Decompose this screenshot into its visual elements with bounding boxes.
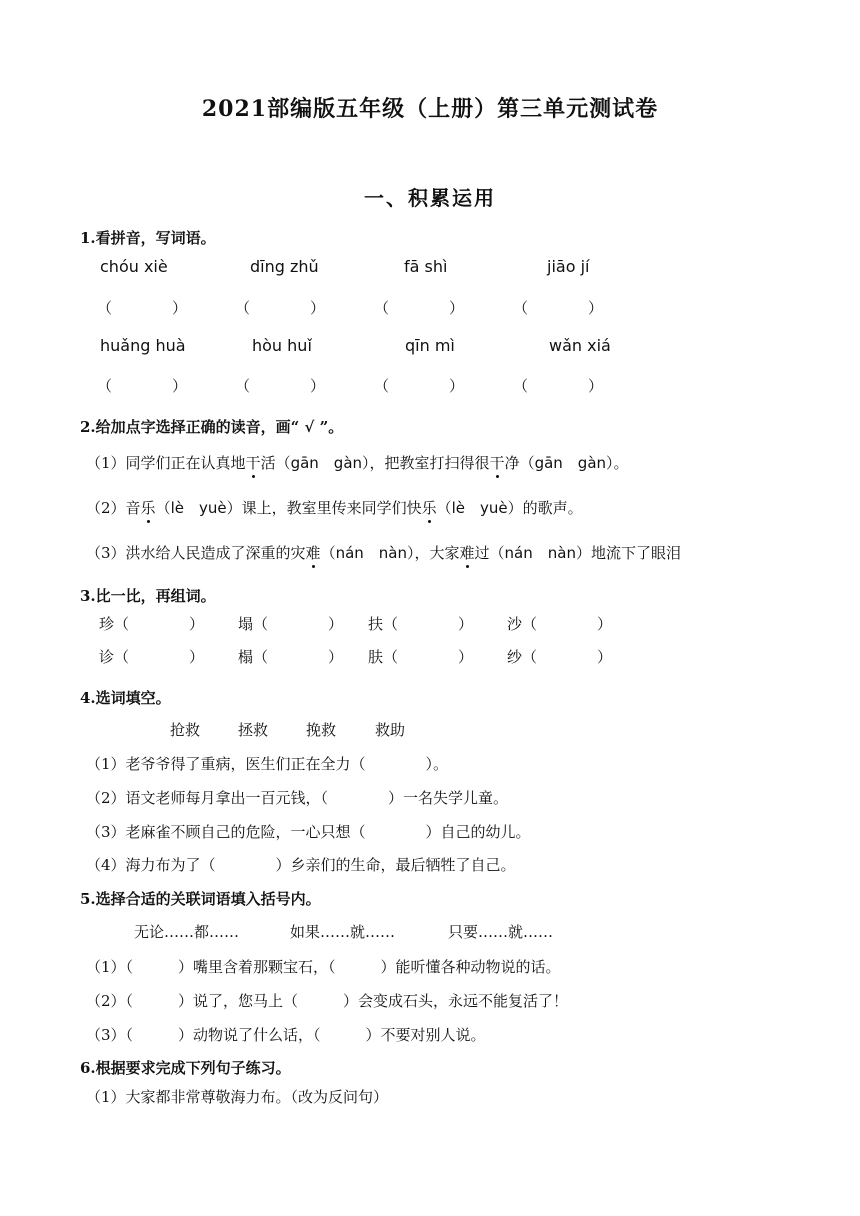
question-3-title: 3.比一比，再组词。 [80,587,216,605]
pinyin-options[interactable]: lè yuè [170,499,227,517]
question-5-item: （2）（ ）说了，您马上（ ）会变成石头，永远不能复活了！ [86,992,569,1010]
answer-blank[interactable]: （ ） [97,299,188,317]
answer-blank[interactable]: （ ） [513,299,604,317]
question-4-item: （3）老麻雀不顾自己的危险，一心只想（ ）自己的幼儿。 [86,823,531,841]
answer-blank[interactable]: （ ） [97,377,188,395]
question-2-title: 2.给加点字选择正确的读音，画“ √ ”。 [80,418,344,436]
question-2-item: （1）同学们正在认真地干活（gān gàn），把教室打扫得很干净（gān gàn）。 [86,454,629,472]
pinyin-item: qīn mì [405,336,455,355]
pinyin-item: chóu xiè [100,257,168,276]
pinyin-options[interactable]: gān gàn [534,454,607,472]
word-group-item[interactable]: 诊（ ） [99,648,205,666]
answer-blank[interactable]: （ ） [513,377,604,395]
question-2-item: （2）音乐（lè yuè）课上，教室里传来同学们快乐（lè yuè）的歌声。 [86,499,583,517]
question-6-item: （1）大家都非常尊敬海力布。（改为反问句） [86,1088,389,1106]
question-5-item: （1）（ ）嘴里含着那颗宝石，（ ）能听懂各种动物说的话。 [86,958,561,976]
pinyin-item: wǎn xiá [549,336,611,355]
word-group-item[interactable]: 珍（ ） [99,615,205,633]
conjunction-option: 只要……就…… [448,923,554,941]
conjunction-option: 如果……就…… [290,923,396,941]
word-option: 挽救 [306,721,337,739]
question-5-title: 5.选择合适的关联词语填入括号内。 [80,890,321,908]
question-2-item: （3）洪水给人民造成了深重的灾难（nán nàn），大家难过（nán nàn）地流下了眼泪 [86,544,681,562]
word-group-item[interactable]: 塌（ ） [238,615,344,633]
word-option: 拯救 [238,721,269,739]
dotted-char: 干 [245,454,261,472]
question-5-item: （3）（ ）动物说了什么话，（ ）不要对别人说。 [86,1026,486,1044]
word-option: 抢救 [170,721,201,739]
answer-blank[interactable]: （ ） [374,377,465,395]
conjunction-option: 无论……都…… [134,923,240,941]
answer-blank[interactable]: （ ） [235,377,326,395]
answer-blank[interactable]: （ ） [374,299,465,317]
dotted-char: 乐 [140,499,156,517]
page-title: 2021部编版五年级（上册）第三单元测试卷 [201,96,659,122]
word-group-item[interactable]: 榻（ ） [238,648,344,666]
question-4-title: 4.选词填空。 [80,689,171,707]
question-4-item: （4）海力布为了（ ）乡亲们的生命，最后牺牲了自己。 [86,856,516,874]
word-group-item[interactable]: 沙（ ） [507,615,613,633]
question-1-title: 1.看拼音，写词语。 [80,229,216,247]
pinyin-item: huǎng huà [100,336,186,355]
pinyin-options[interactable]: gān gàn [290,454,363,472]
pinyin-options[interactable]: lè yuè [451,499,508,517]
dotted-char: 难 [305,544,321,562]
dotted-char: 乐 [421,499,437,517]
pinyin-options[interactable]: nán nàn [504,544,576,562]
pinyin-item: fā shì [404,257,448,276]
question-4-item: （2）语文老师每月拿出一百元钱，（ ）一名失学儿童。 [86,789,509,807]
word-group-item[interactable]: 扶（ ） [368,615,474,633]
section-heading: 一、积累运用 [364,186,496,210]
dotted-char: 干 [489,454,505,472]
word-group-item[interactable]: 纱（ ） [507,648,613,666]
question-6-title: 6.根据要求完成下列句子练习。 [80,1059,291,1077]
pinyin-item: jiāo jí [547,257,590,276]
pinyin-item: hòu huǐ [252,336,312,355]
pinyin-item: dīng zhǔ [250,257,319,276]
word-group-item[interactable]: 肤（ ） [368,648,474,666]
question-4-item: （1）老爷爷得了重病，医生们正在全力（ ）。 [86,755,449,773]
answer-blank[interactable]: （ ） [235,299,326,317]
dotted-char: 难 [459,544,475,562]
word-option: 救助 [375,721,406,739]
pinyin-options[interactable]: nán nàn [335,544,407,562]
